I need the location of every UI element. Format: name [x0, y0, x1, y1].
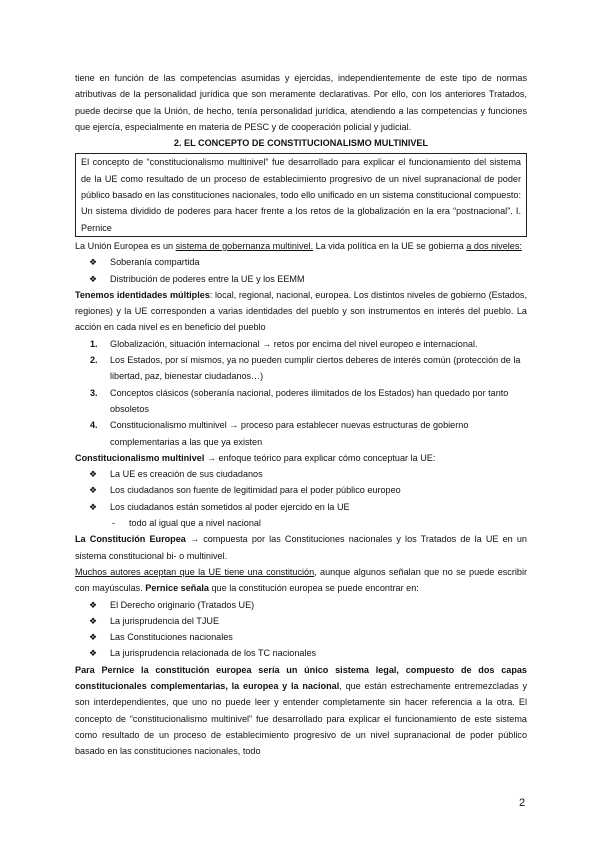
- authors-bold: Pernice señala: [145, 583, 209, 594]
- authors-underline: Muchos autores aceptan que la UE tiene una constitución: [75, 566, 315, 577]
- list-item: [75, 597, 527, 613]
- list-item-text: Las Constituciones nacionales: [110, 632, 233, 643]
- governance-text-1: La Unión Europea es un: [75, 240, 176, 251]
- document-page: [75, 70, 527, 759]
- section-heading: 2. EL CONCEPTO DE CONSTITUCIONALISMO MULTINIVEL: [173, 138, 429, 149]
- list-item: [75, 336, 527, 352]
- list-item-text: Constitucionalismo multinivel → proceso para establecer nuevas estructuras de gobierno complementarias a las que ya existen: [110, 420, 469, 447]
- diamond-bullet-icon: ❖: [89, 469, 98, 480]
- diamond-bullet-icon: ❖: [89, 273, 98, 284]
- authors-text-2: que la constitución europea se puede encontrar en:: [208, 583, 419, 594]
- list-item-text: Los ciudadanos son fuente de legitimidad para el poder público europeo: [110, 485, 401, 496]
- governance-list: [75, 254, 527, 287]
- list-item: [75, 271, 527, 287]
- final-text: , que están estrechamente entremezcladas y son interdependientes, que uno no puede leer y entender completamente sin hacer referencia a la otra. El concepto de “constitucionalismo multinivel” fue desarrollado para explicar el funcionamiento de este sistema como resultado de un proceso de establecimiento progresivo de un nivel supranacional de poder público basado en las constituciones nacionales, todo: [75, 680, 528, 757]
- list-item-text: Los ciudadanos están sometidos al poder ejercido en la UE: [110, 501, 350, 512]
- identities-bold: Tenemos identidades múltiples: [75, 289, 210, 300]
- list-item: [75, 385, 527, 418]
- dash-bullet-icon: -: [112, 518, 116, 529]
- european-constitution-bold: La Constitución Europea: [75, 534, 186, 545]
- authors-list: [75, 597, 527, 662]
- governance-underline-2: a dos niveles:: [466, 240, 522, 251]
- quote-box: [75, 153, 527, 236]
- constitutionalism-list: [75, 466, 527, 515]
- list-item: [75, 645, 527, 661]
- list-item: [75, 352, 527, 385]
- diamond-bullet-icon: ❖: [89, 501, 98, 512]
- list-item-text: La UE es creación de sus ciudadanos: [110, 469, 263, 480]
- identities-paragraph: [75, 287, 527, 336]
- governance-underline-1: sistema de gobernanza multinivel.: [175, 240, 314, 251]
- constitutionalism-paragraph: [75, 450, 527, 466]
- list-item: [75, 466, 527, 482]
- quote-box-text: El concepto de “constitucionalismo multinivel” fue desarrollado para explicar el funcionamiento del sistema de la UE como resultado de un proceso de establecimiento progresivo de un nivel supranacional de poder público basado en las constituciones nacionales, todo ello unificado en un sistema constitucional compuesto: Un sistema dividido de poderes para hacer frente a los retos de la globalización en la era “postnacional”. I. Pernice: [81, 157, 521, 233]
- diamond-bullet-icon: ❖: [89, 599, 98, 610]
- list-number: 2.: [90, 355, 98, 366]
- list-number: 4.: [90, 420, 98, 431]
- list-item: [75, 254, 527, 270]
- diamond-bullet-icon: ❖: [89, 632, 98, 643]
- list-number: 3.: [90, 387, 98, 398]
- list-item-text: Distribución de poderes entre la UE y los EEMM: [110, 273, 305, 284]
- list-item-text: Conceptos clásicos (soberanía nacional, poderes ilimitados de los Estados) han quedado por tanto obsoletos: [110, 387, 509, 414]
- list-item-text: Los Estados, por sí mismos, ya no pueden cumplir ciertos deberes de interés común (protección de la libertad, paz, bienestar ciudadanos…): [110, 355, 521, 382]
- constitutionalism-sublist: [75, 515, 527, 531]
- european-constitution-paragraph: [75, 531, 527, 564]
- authors-text-1: , aunque algunos señalan que no se puede escribir con mayúsculas.: [75, 566, 528, 594]
- list-item-text: Soberanía compartida: [110, 257, 200, 268]
- list-item: [75, 417, 527, 450]
- list-item: [75, 515, 527, 531]
- european-constitution-text: → compuesta por las Constituciones nacionales y los Tratados de la UE en un sistema constitucional bi- o multinivel.: [75, 534, 527, 561]
- diamond-bullet-icon: ❖: [89, 485, 98, 496]
- list-item-text: El Derecho originario (Tratados UE): [110, 599, 255, 610]
- diamond-bullet-icon: ❖: [89, 615, 98, 626]
- final-paragraph: [75, 662, 527, 760]
- list-item-text: La jurisprudencia del TJUE: [110, 615, 220, 626]
- identities-text: : local, regional, nacional, europea. Los distintos niveles de gobierno (Estados, regiones) y la UE corresponden a varias identidades del pueblo y son instrumentos en interés del pueblo. La acción en cada nivel es en beneficio del pueblo: [75, 289, 527, 333]
- list-item: [75, 482, 527, 498]
- final-bold: Para Pernice la constitución europea sería un único sistema legal, compuesto de dos capas constitucionales complementarias, la europea y la nacional: [75, 664, 527, 691]
- diamond-bullet-icon: ❖: [89, 257, 98, 268]
- page-number: 2: [519, 797, 526, 809]
- list-number: 1.: [90, 338, 98, 349]
- diamond-bullet-icon: ❖: [89, 648, 98, 659]
- identities-list: [75, 336, 527, 450]
- list-item-text: Globalización, situación internacional → retos por encima del nivel europeo e internacional.: [110, 338, 478, 349]
- governance-paragraph: [75, 238, 527, 254]
- list-item: [75, 613, 527, 629]
- list-item-text: La jurisprudencia relacionada de los TC nacionales: [110, 648, 317, 659]
- governance-text-2: La vida política en la UE se gobierna: [313, 240, 467, 251]
- list-item-text: todo al igual que a nivel nacional: [129, 518, 261, 529]
- constitutionalism-bold: Constitucionalismo multinivel: [75, 452, 205, 463]
- list-item: [75, 629, 527, 645]
- constitutionalism-text: → enfoque teórico para explicar cómo conceptuar la UE:: [204, 452, 436, 463]
- intro-paragraph: tiene en función de las competencias asumidas y ejercidas, independientemente de este tipo de normas atributivas de la personalidad jurídica que son meramente declarativas. Por ello, con los anteriores Tratados, puede decirse que la Unión, de hecho, tenía personalidad jurídica, atendiendo a las competencias y funciones que ejercía, especialmente en materia de PESC y de cooperación policial y judicial.: [75, 73, 527, 132]
- authors-paragraph: [75, 564, 527, 597]
- list-item: [75, 499, 527, 515]
